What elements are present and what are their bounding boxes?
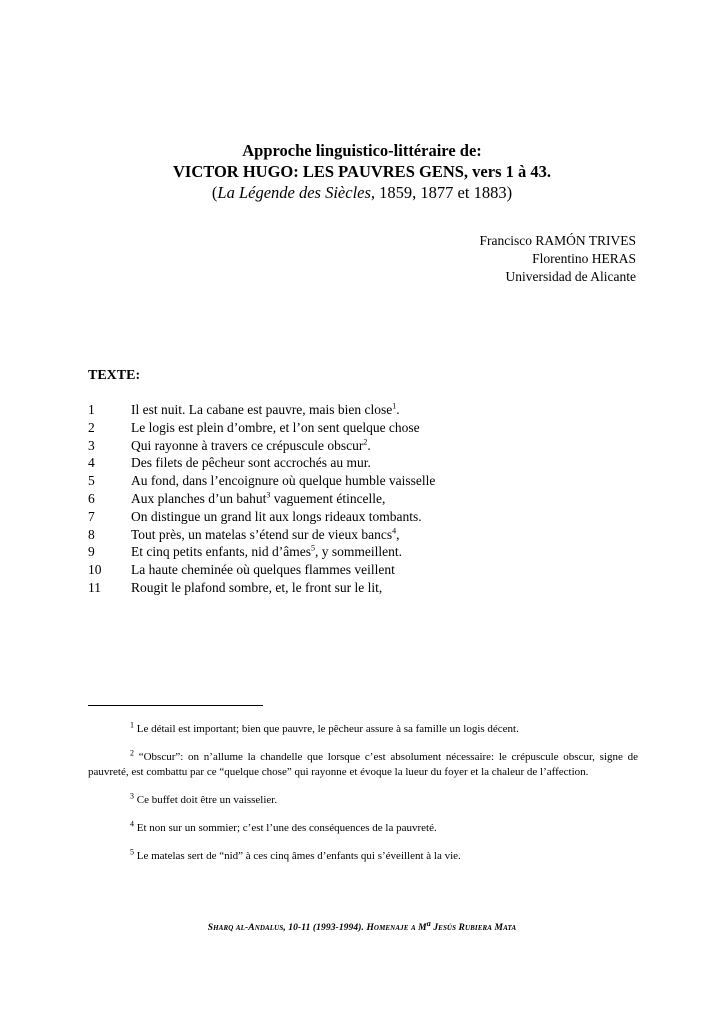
verse-number: 5 bbox=[88, 473, 95, 489]
footnote bbox=[88, 750, 638, 780]
verse-number: 4 bbox=[88, 455, 95, 471]
verse-line bbox=[88, 401, 435, 419]
verse-text: Il est nuit. La cabane est pauvre, mais bien close$^1$. bbox=[131, 401, 400, 417]
author-1: Francisco RAMÓN TRIVES bbox=[479, 233, 636, 248]
footnote-text: Ce buffet doit être un vaisselier. bbox=[134, 794, 278, 806]
verse-text: Des filets de pêcheur sont accrochés au mur. bbox=[131, 455, 371, 471]
author-2: Florentino HERAS bbox=[532, 251, 636, 266]
verse-line bbox=[88, 526, 435, 544]
verse-text: Le logis est plein d’ombre, et l’on sent quelque chose bbox=[131, 419, 420, 435]
verse-line bbox=[88, 490, 435, 508]
verse-line bbox=[88, 472, 435, 490]
footnote bbox=[88, 821, 638, 836]
footnote-ref: 3 bbox=[266, 490, 271, 500]
footnote-ref: 1 bbox=[392, 401, 397, 411]
verse-number: 8 bbox=[88, 526, 95, 542]
footnotes bbox=[88, 722, 638, 877]
footnote-text: Le détail est important; bien que pauvre, le pêcheur assure à sa famille un logis décent. bbox=[134, 723, 519, 735]
verse-text: La haute cheminée où quelques flammes veillent bbox=[131, 562, 395, 578]
footnote-ref: 2 bbox=[363, 437, 368, 447]
footnote-divider bbox=[88, 705, 263, 706]
verse-line bbox=[88, 437, 435, 455]
verse-text: Rougit le plafond sombre, et, le front sur le lit, bbox=[131, 579, 383, 595]
title-line-2: VICTOR HUGO: LES PAUVRES GENS, vers 1 à 43. bbox=[172, 162, 551, 181]
section-heading: TEXTE: bbox=[88, 368, 141, 383]
footnote-number: 4 bbox=[130, 819, 134, 829]
affiliation: Universidad de Alicante bbox=[505, 269, 636, 284]
verse-number: 11 bbox=[88, 579, 101, 595]
footnote-text: Le matelas sert de “nid” à ces cinq âmes d’enfants qui s’éveillent à la vie. bbox=[134, 850, 461, 862]
verse-text: Tout près, un matelas s’étend sur de vieux bancs$^4$, bbox=[131, 526, 400, 542]
authors-block bbox=[480, 232, 637, 286]
verse-line bbox=[88, 543, 435, 561]
footnote-number: 1 bbox=[130, 720, 134, 730]
footnote bbox=[88, 793, 638, 808]
verse-number: 1 bbox=[88, 402, 95, 417]
title-line-3: (La Légende des Siècles, 1859, 1877 et 1883) bbox=[211, 183, 513, 202]
verse-number: 6 bbox=[88, 490, 95, 506]
verse-number: 3 bbox=[88, 437, 95, 453]
verse-line bbox=[88, 579, 435, 597]
title-line-1: Approche linguistico-littéraire de: bbox=[242, 141, 482, 160]
verse-text: Et cinq petits enfants, nid d’âmes$^5$, y sommeillent. bbox=[131, 543, 402, 560]
footnote-ref: 4 bbox=[392, 526, 397, 536]
footnote-number: 2 bbox=[130, 748, 134, 758]
verse-line bbox=[88, 419, 435, 437]
verse-line bbox=[88, 508, 435, 526]
footnote bbox=[88, 849, 638, 864]
verse-number: 2 bbox=[88, 419, 95, 435]
verse-line bbox=[88, 561, 435, 579]
verse-number: 7 bbox=[88, 508, 95, 524]
footnote-number: 3 bbox=[130, 791, 134, 801]
footnote-text: Et non sur un sommier; c’est l’une des conséquences de la pauvreté. bbox=[134, 822, 437, 834]
title-work-name: La Légende des Siècles bbox=[217, 183, 371, 202]
verse-list bbox=[88, 401, 435, 597]
verse-number: 10 bbox=[88, 562, 102, 578]
footnote-ref: 5 bbox=[310, 543, 315, 553]
verse-text: Aux planches d’un bahut$^3$ vaguement étincelle, bbox=[131, 490, 386, 506]
footnote-number: 5 bbox=[130, 847, 134, 857]
verse-number: 9 bbox=[88, 544, 95, 560]
verse-line bbox=[88, 454, 435, 472]
verse-text: On distingue un grand lit aux longs rideaux tombants. bbox=[131, 508, 422, 524]
verse-text: Au fond, dans l’encoignure où quelque humble vaisselle bbox=[131, 473, 436, 489]
footnote-text: “Obscur”: on n’allume la chandelle que lorsque c’est absolument nécessaire: le crépuscule obscur, signe de pauvreté, est combattu par ce “quelque chose” qui rayonne et évoque la lueur du foyer et la chaleur de l’affection. bbox=[88, 751, 638, 778]
page-footer: Sharq al-Andalus, 10-11 (1993-1994). Homenaje a $M^a$ Jesús Rubiera Mata bbox=[207, 918, 517, 933]
document-title bbox=[0, 140, 724, 203]
verse-text: Qui rayonne à travers ce crépuscule obscur$^2$. bbox=[131, 437, 371, 453]
footnote bbox=[88, 722, 638, 737]
